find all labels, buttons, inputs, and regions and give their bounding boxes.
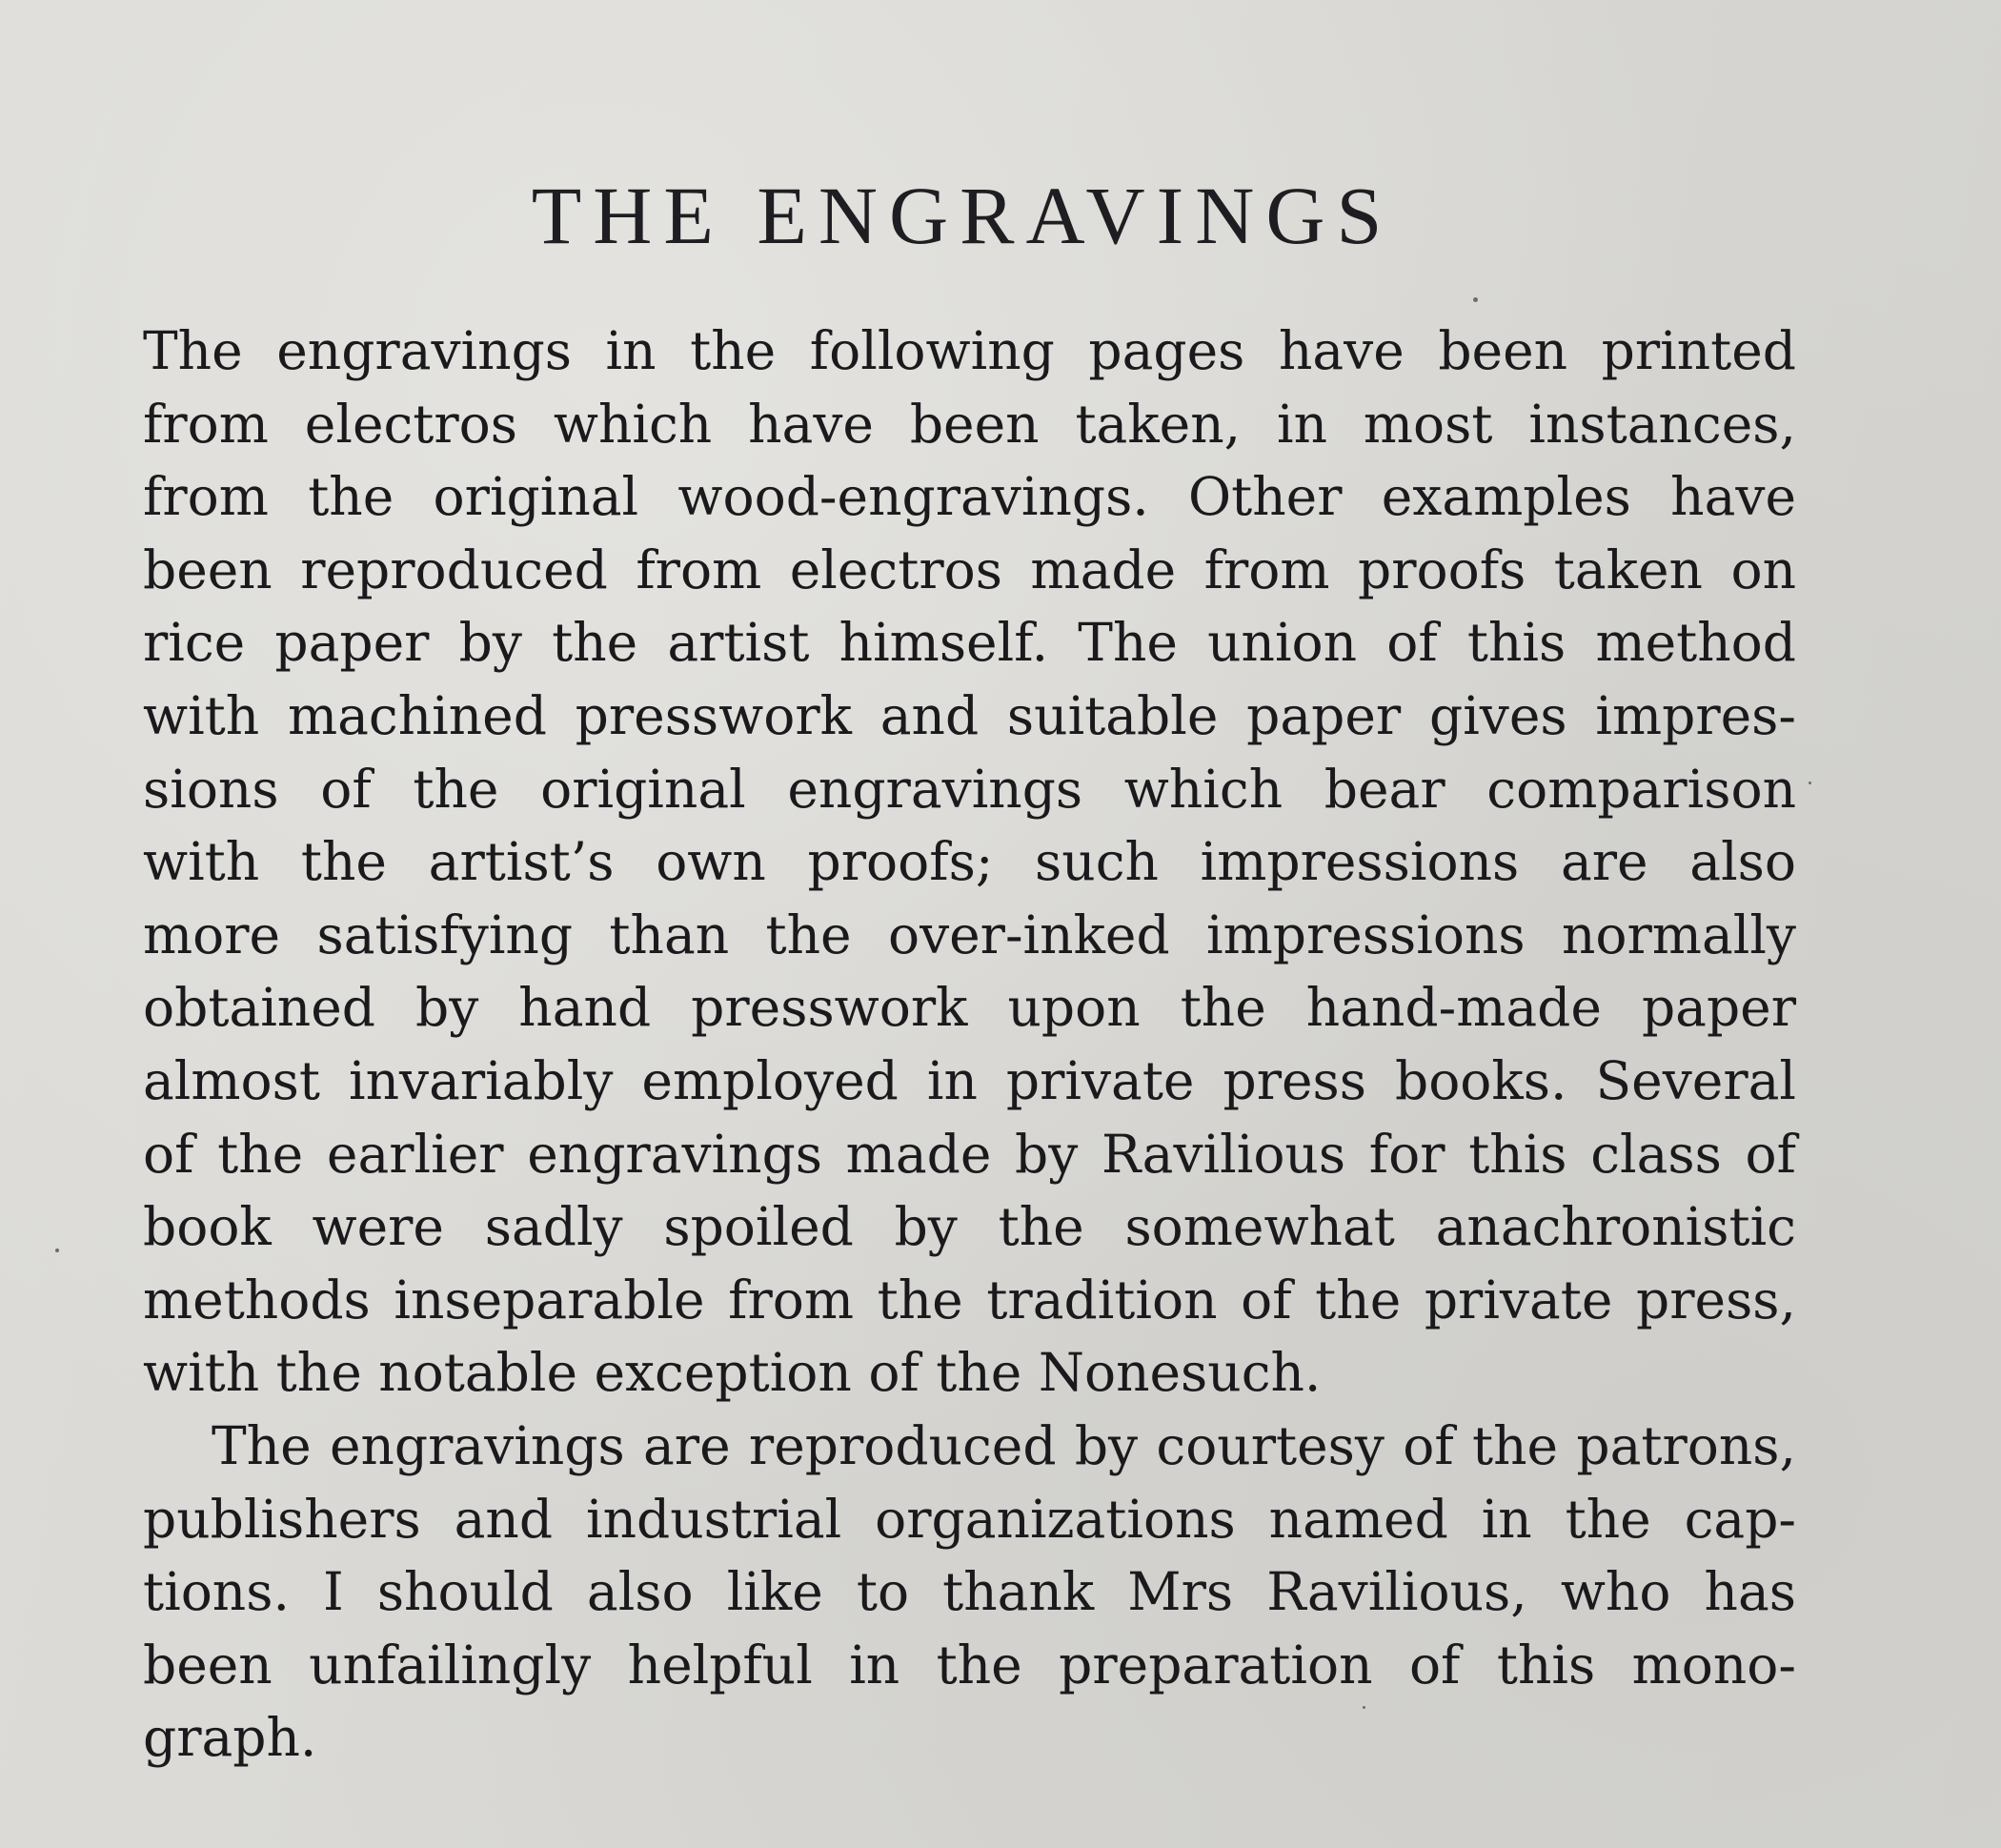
- paper-speck: [1809, 782, 1811, 784]
- text-line: with machined presswork and suitable paper gives impres-: [143, 684, 1796, 746]
- body-text: [143, 315, 1796, 1775]
- text-line: with the artist’s own proofs; such impressions are also: [143, 831, 1796, 893]
- text-line: rice paper by the artist himself. The union of this method: [143, 612, 1796, 674]
- text-line: book were sadly spoiled by the somewhat anachronistic: [143, 1196, 1796, 1258]
- paper-speck: [55, 1249, 59, 1252]
- paper-speck: [1473, 297, 1478, 302]
- text-line: almost invariably employed in private press books. Several: [143, 1049, 1796, 1111]
- text-line: obtained by hand presswork upon the hand-made paper: [143, 977, 1796, 1039]
- text-line: The engravings in the following pages have been printed: [143, 320, 1796, 381]
- text-line: methods inseparable from the tradition of the private press,: [143, 1269, 1796, 1330]
- text-line: been reproduced from electros made from proofs taken on: [143, 538, 1796, 600]
- text-line: tions. I should also like to thank Mrs Ravilious, who has: [143, 1561, 1796, 1623]
- paragraph-1: [143, 315, 1796, 1410]
- paper-speck: [1363, 1706, 1365, 1709]
- page-title: THE ENGRAVINGS: [531, 170, 1394, 261]
- text-line: from the original wood-engravings. Other examples have: [143, 466, 1796, 528]
- text-line: from electros which have been taken, in most instances,: [143, 393, 1796, 455]
- text-line: with the notable exception of the Nonesuch.: [143, 1342, 1322, 1404]
- paragraph-2: [143, 1410, 1796, 1775]
- text-line: graph.: [143, 1707, 317, 1769]
- text-line: publishers and industrial organizations named in the cap-: [143, 1488, 1796, 1550]
- text-line: more satisfying than the over-inked impressions normally: [143, 904, 1796, 965]
- text-line: of the earlier engravings made by Ravilious for this class of: [143, 1123, 1796, 1185]
- text-line: The engravings are reproduced by courtesy of the patrons,: [212, 1414, 1796, 1476]
- text-line: sions of the original engravings which bear comparison: [143, 758, 1796, 820]
- text-line: been unfailingly helpful in the preparation of this mono-: [143, 1634, 1796, 1696]
